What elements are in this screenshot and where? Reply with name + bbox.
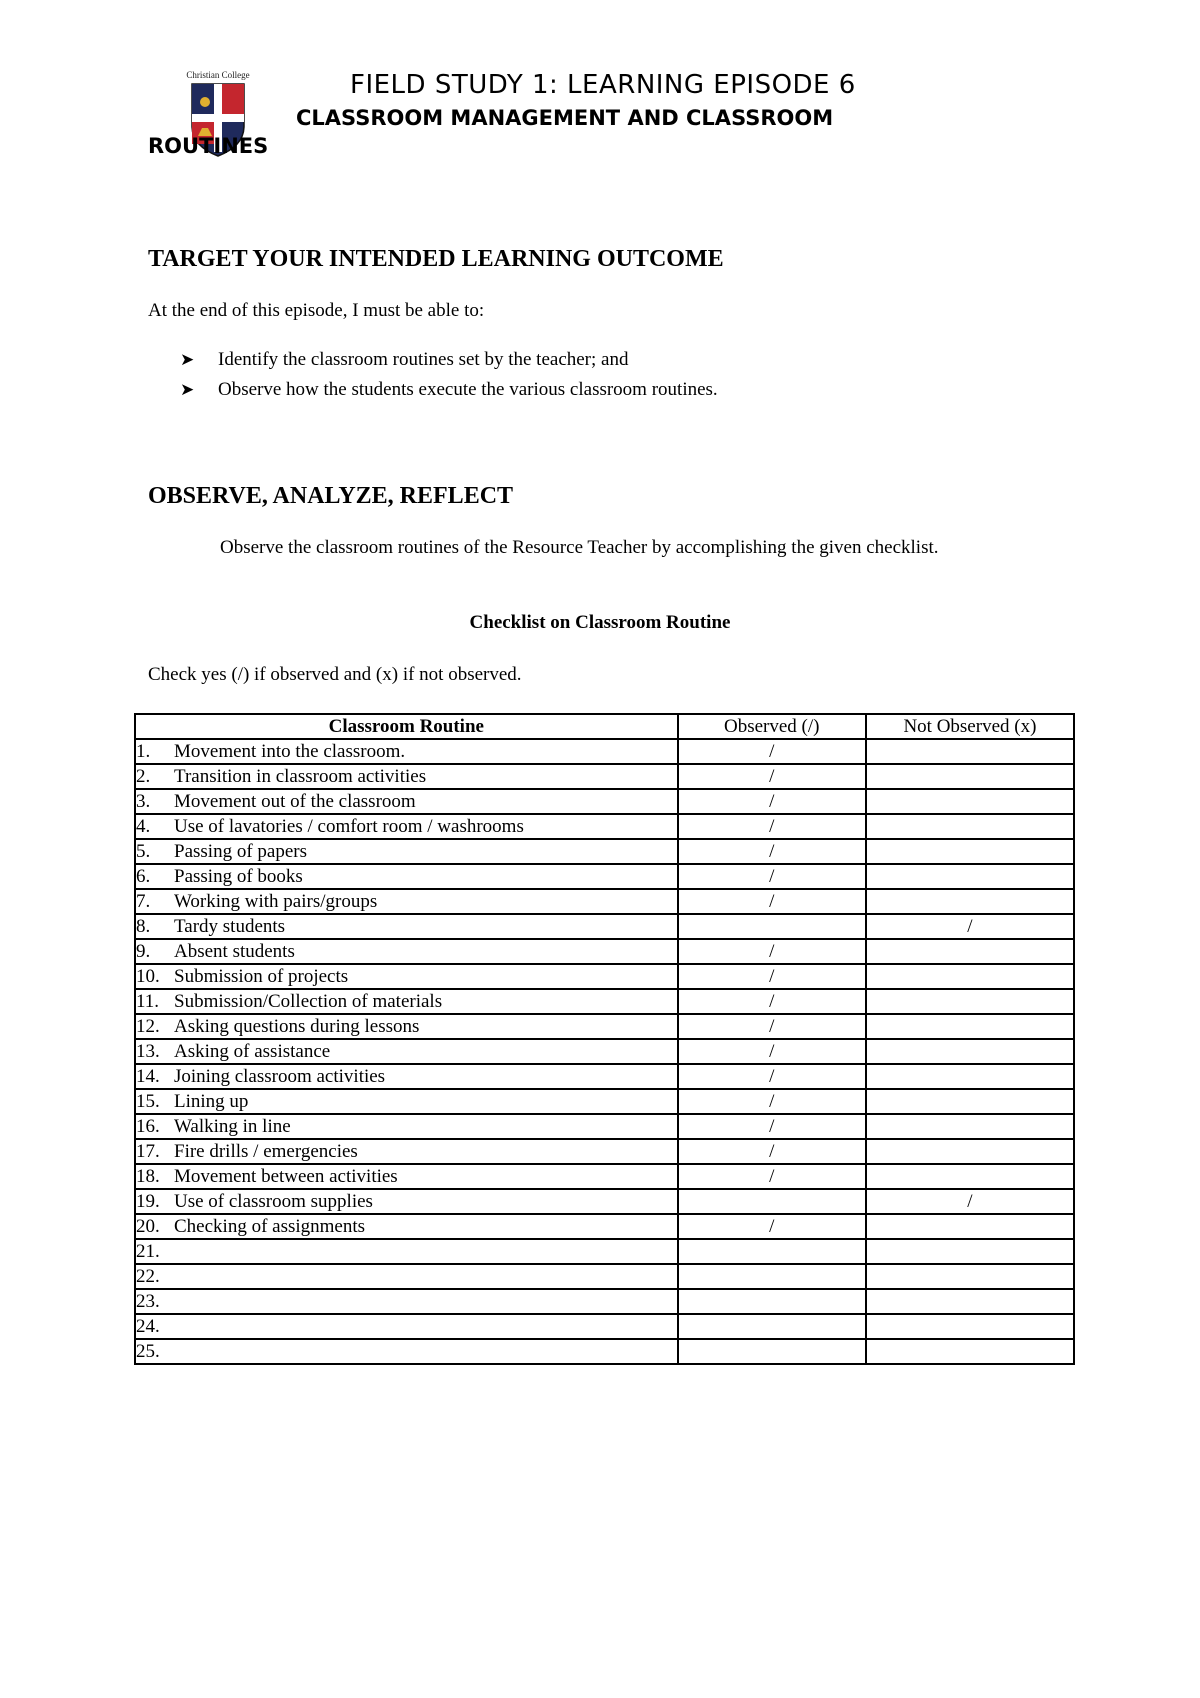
document-subtitle: CLASSROOM MANAGEMENT AND CLASSROOM — [296, 106, 834, 130]
routine-label: Working with pairs/groups — [174, 890, 378, 912]
routine-cell — [135, 939, 678, 964]
table-row — [135, 889, 1074, 914]
routine-cell — [135, 1014, 678, 1039]
table-row — [135, 814, 1074, 839]
not-observed-cell — [866, 1214, 1074, 1239]
routine-number: 13. — [136, 1040, 160, 1062]
observed-cell: / — [678, 1014, 866, 1039]
routine-cell — [135, 1314, 678, 1339]
routine-cell — [135, 1139, 678, 1164]
not-observed-cell — [866, 1314, 1074, 1339]
routine-number: 19. — [136, 1190, 160, 1212]
table-row — [135, 739, 1074, 764]
not-observed-cell — [866, 964, 1074, 989]
table-row — [135, 964, 1074, 989]
not-observed-cell — [866, 989, 1074, 1014]
routine-cell — [135, 814, 678, 839]
observed-cell: / — [678, 889, 866, 914]
routine-cell — [135, 839, 678, 864]
routine-cell — [135, 789, 678, 814]
routine-label: Joining classroom activities — [174, 1065, 386, 1087]
checklist-note: Check yes (/) if observed and (x) if not observed. — [148, 664, 522, 685]
table-row — [135, 864, 1074, 889]
table-row — [135, 914, 1074, 939]
logo-wordmark: Christian College — [186, 70, 250, 80]
table-row — [135, 1214, 1074, 1239]
not-observed-cell — [866, 739, 1074, 764]
table-row — [135, 1039, 1074, 1064]
observed-cell: / — [678, 1114, 866, 1139]
table-row — [135, 939, 1074, 964]
column-header-routine: Classroom Routine — [135, 714, 678, 739]
routine-number: 12. — [136, 1015, 160, 1037]
routine-number: 5. — [136, 840, 151, 862]
routine-number: 4. — [136, 815, 151, 837]
not-observed-cell — [866, 889, 1074, 914]
routine-cell — [135, 914, 678, 939]
list-item — [180, 345, 718, 375]
arrow-bullet-icon: ➤ — [180, 380, 195, 400]
routine-label: Movement into the classroom. — [174, 740, 406, 762]
routine-label: Absent students — [174, 940, 295, 962]
routine-label: Transition in classroom activities — [174, 765, 427, 787]
table-row — [135, 1314, 1074, 1339]
not-observed-cell — [866, 1039, 1074, 1064]
table-row — [135, 1289, 1074, 1314]
not-observed-cell — [866, 839, 1074, 864]
routine-cell — [135, 1264, 678, 1289]
routine-number: 18. — [136, 1165, 160, 1187]
routine-label: Submission of projects — [174, 965, 349, 987]
list-item — [180, 375, 718, 405]
observe-heading: OBSERVE, ANALYZE, REFLECT — [148, 483, 514, 509]
routine-checklist-table — [134, 713, 1075, 1365]
routine-number: 1. — [136, 740, 151, 762]
table-row — [135, 989, 1074, 1014]
not-observed-cell — [866, 864, 1074, 889]
observed-cell: / — [678, 1064, 866, 1089]
outcome-list — [180, 345, 718, 405]
not-observed-cell — [866, 1164, 1074, 1189]
routine-label: Asking of assistance — [174, 1040, 331, 1062]
observe-instruction — [148, 533, 1062, 562]
observed-cell: / — [678, 739, 866, 764]
observed-cell — [678, 1314, 866, 1339]
not-observed-cell — [866, 1264, 1074, 1289]
routine-label: Checking of assignments — [174, 1215, 366, 1237]
routine-cell — [135, 1114, 678, 1139]
checklist-caption: Checklist on Classroom Routine — [469, 612, 731, 633]
not-observed-cell: / — [866, 914, 1074, 939]
routine-cell — [135, 1214, 678, 1239]
routine-label: Use of lavatories / comfort room / washrooms — [174, 815, 524, 837]
table-row — [135, 789, 1074, 814]
table-row — [135, 1089, 1074, 1114]
routine-number: 3. — [136, 790, 151, 812]
not-observed-cell — [866, 1139, 1074, 1164]
routine-number: 20. — [136, 1215, 160, 1237]
routine-label: Passing of books — [174, 865, 303, 887]
list-item-text: Identify the classroom routines set by the teacher; and — [218, 349, 629, 370]
routine-number: 8. — [136, 915, 151, 937]
observed-cell — [678, 1339, 866, 1364]
table-row — [135, 839, 1074, 864]
routine-cell — [135, 989, 678, 1014]
routine-cell — [135, 739, 678, 764]
observed-cell: / — [678, 1164, 866, 1189]
routine-cell — [135, 864, 678, 889]
routine-cell — [135, 1339, 678, 1364]
observed-cell: / — [678, 839, 866, 864]
routine-cell — [135, 1239, 678, 1264]
routine-label: Fire drills / emergencies — [174, 1140, 358, 1162]
observed-cell: / — [678, 1089, 866, 1114]
routine-cell — [135, 1039, 678, 1064]
routine-number: 17. — [136, 1140, 160, 1162]
document-subtitle-continued: ROUTINES — [148, 134, 269, 158]
observed-cell: / — [678, 764, 866, 789]
routine-cell — [135, 1189, 678, 1214]
not-observed-cell — [866, 1239, 1074, 1264]
routine-number: 14. — [136, 1065, 160, 1087]
table-row — [135, 764, 1074, 789]
observed-cell: / — [678, 789, 866, 814]
table-row — [135, 1114, 1074, 1139]
routine-number: 21. — [136, 1240, 160, 1262]
observed-cell: / — [678, 939, 866, 964]
not-observed-cell — [866, 814, 1074, 839]
not-observed-cell — [866, 1014, 1074, 1039]
observed-cell: / — [678, 1039, 866, 1064]
not-observed-cell — [866, 764, 1074, 789]
routine-label: Lining up — [174, 1090, 249, 1112]
outcome-intro: At the end of this episode, I must be able to: — [148, 300, 485, 321]
column-header-not-observed: Not Observed (x) — [866, 714, 1074, 739]
table-row — [135, 1064, 1074, 1089]
routine-label: Asking questions during lessons — [174, 1015, 420, 1037]
routine-number: 2. — [136, 765, 151, 787]
observed-cell: / — [678, 1214, 866, 1239]
outcome-heading: TARGET YOUR INTENDED LEARNING OUTCOME — [148, 246, 724, 272]
arrow-bullet-icon: ➤ — [180, 350, 195, 370]
table-row — [135, 1164, 1074, 1189]
observed-cell — [678, 1239, 866, 1264]
observed-cell: / — [678, 814, 866, 839]
routine-label: Walking in line — [174, 1115, 291, 1137]
routine-label: Movement between activities — [174, 1165, 398, 1187]
routine-number: 16. — [136, 1115, 160, 1137]
table-row — [135, 1139, 1074, 1164]
table-row — [135, 1189, 1074, 1214]
routine-number: 7. — [136, 890, 151, 912]
document-title: FIELD STUDY 1: LEARNING EPISODE 6 — [350, 70, 856, 100]
routine-cell — [135, 1289, 678, 1314]
observed-cell: / — [678, 1139, 866, 1164]
column-header-observed: Observed (/) — [678, 714, 866, 739]
routine-number: 25. — [136, 1340, 160, 1362]
table-row — [135, 1014, 1074, 1039]
routine-cell — [135, 1089, 678, 1114]
not-observed-cell: / — [866, 1189, 1074, 1214]
routine-cell — [135, 764, 678, 789]
not-observed-cell — [866, 1339, 1074, 1364]
routine-number: 9. — [136, 940, 151, 962]
not-observed-cell — [866, 1289, 1074, 1314]
routine-number: 23. — [136, 1290, 160, 1312]
not-observed-cell — [866, 1114, 1074, 1139]
observe-instruction-text: Observe the classroom routines of the Resource Teacher by accomplishing the given checklist. — [220, 537, 939, 558]
routine-label: Tardy students — [174, 915, 286, 937]
not-observed-cell — [866, 1064, 1074, 1089]
observed-cell — [678, 1289, 866, 1314]
not-observed-cell — [866, 789, 1074, 814]
routine-cell — [135, 889, 678, 914]
routine-label: Passing of papers — [174, 840, 307, 862]
routine-number: 10. — [136, 965, 160, 987]
routine-label: Movement out of the classroom — [174, 790, 416, 812]
not-observed-cell — [866, 939, 1074, 964]
routine-cell — [135, 1064, 678, 1089]
routine-number: 11. — [136, 990, 160, 1012]
observed-cell: / — [678, 864, 866, 889]
routine-cell — [135, 964, 678, 989]
observed-cell — [678, 1264, 866, 1289]
list-item-text: Observe how the students execute the various classroom routines. — [218, 379, 718, 400]
routine-number: 24. — [136, 1315, 160, 1337]
routine-number: 22. — [136, 1265, 160, 1287]
routine-label: Submission/Collection of materials — [174, 990, 443, 1012]
table-header-row — [135, 714, 1074, 739]
table-row — [135, 1239, 1074, 1264]
routine-label: Use of classroom supplies — [174, 1190, 373, 1212]
observed-cell — [678, 914, 866, 939]
table-row — [135, 1264, 1074, 1289]
table-row — [135, 1339, 1074, 1364]
observed-cell: / — [678, 964, 866, 989]
routine-number: 6. — [136, 865, 151, 887]
not-observed-cell — [866, 1089, 1074, 1114]
observed-cell — [678, 1189, 866, 1214]
routine-number: 15. — [136, 1090, 160, 1112]
routine-cell — [135, 1164, 678, 1189]
observed-cell: / — [678, 989, 866, 1014]
